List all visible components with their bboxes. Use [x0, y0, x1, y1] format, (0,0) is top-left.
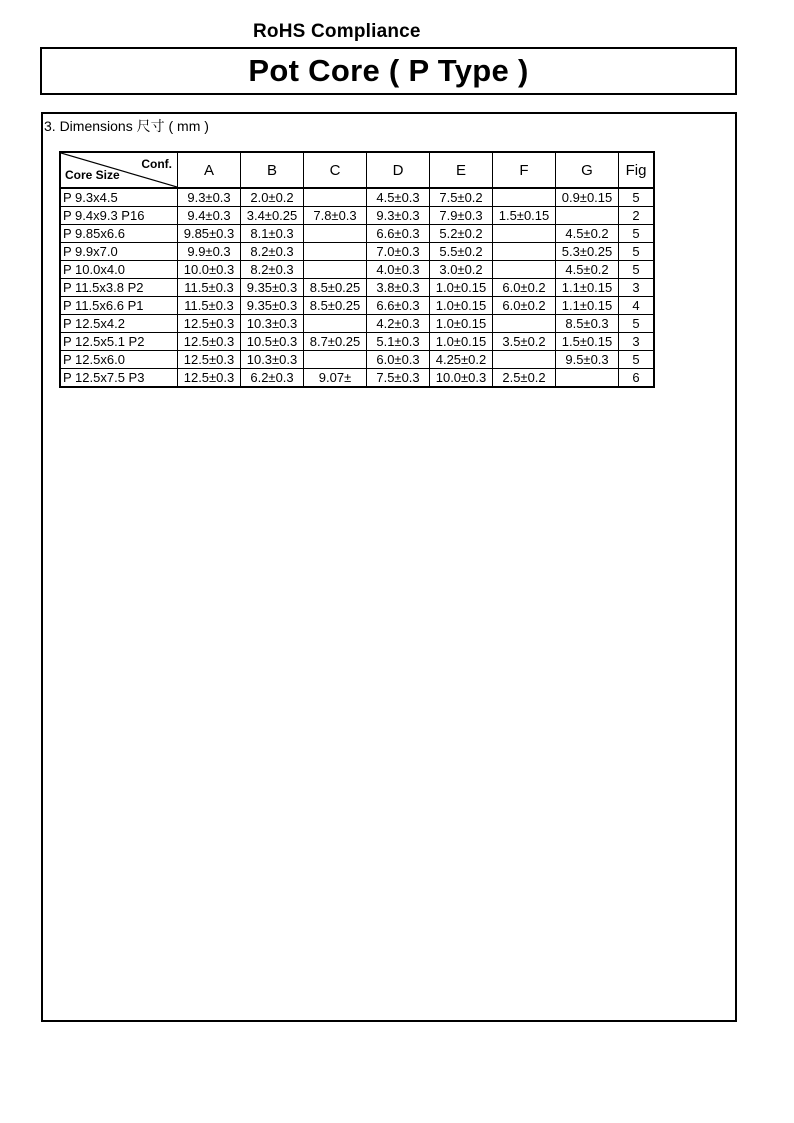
table-row — [60, 188, 654, 207]
table-row — [60, 225, 654, 243]
dimension-cell: 10.3±0.3 — [241, 351, 304, 369]
table-row — [60, 243, 654, 261]
core-size-cell: P 11.5x3.8 P2 — [60, 279, 178, 297]
fig-cell: 5 — [619, 315, 655, 333]
core-size-cell: P 9.3x4.5 — [60, 188, 178, 207]
dimension-cell: 7.9±0.3 — [430, 207, 493, 225]
dimension-cell: 3.0±0.2 — [430, 261, 493, 279]
dimension-cell: 4.25±0.2 — [430, 351, 493, 369]
dimension-cell: 6.6±0.3 — [367, 297, 430, 315]
dimension-cell: 2.0±0.2 — [241, 188, 304, 207]
fig-cell: 2 — [619, 207, 655, 225]
dimension-cell: 10.5±0.3 — [241, 333, 304, 351]
table-row — [60, 351, 654, 369]
dimension-cell: 10.0±0.3 — [430, 369, 493, 388]
dimension-cell: 9.9±0.3 — [178, 243, 241, 261]
dimension-cell: 8.2±0.3 — [241, 261, 304, 279]
corner-header-cell — [60, 152, 178, 188]
column-header-d: D — [367, 152, 430, 188]
dimension-cell: 4.5±0.3 — [367, 188, 430, 207]
dimension-cell — [556, 207, 619, 225]
dimension-cell — [493, 243, 556, 261]
dimension-cell: 4.5±0.2 — [556, 225, 619, 243]
table-row — [60, 279, 654, 297]
dimension-cell: 9.5±0.3 — [556, 351, 619, 369]
column-header-e: E — [430, 152, 493, 188]
dimension-cell: 5.3±0.25 — [556, 243, 619, 261]
dimension-cell: 1.0±0.15 — [430, 279, 493, 297]
dimension-cell: 12.5±0.3 — [178, 333, 241, 351]
title-box — [40, 47, 737, 95]
fig-cell: 5 — [619, 188, 655, 207]
content-box — [41, 112, 737, 1022]
core-size-cell: P 9.4x9.3 P16 — [60, 207, 178, 225]
dimension-cell: 3.8±0.3 — [367, 279, 430, 297]
dimension-cell: 8.7±0.25 — [304, 333, 367, 351]
dimension-cell: 1.0±0.15 — [430, 315, 493, 333]
core-size-cell: P 11.5x6.6 P1 — [60, 297, 178, 315]
dimension-cell: 9.85±0.3 — [178, 225, 241, 243]
fig-cell: 3 — [619, 279, 655, 297]
column-header-fig: Fig — [619, 152, 655, 188]
dimension-cell: 9.3±0.3 — [178, 188, 241, 207]
core-size-cell: P 12.5x6.0 — [60, 351, 178, 369]
dimension-cell: 10.3±0.3 — [241, 315, 304, 333]
core-size-cell: P 12.5x5.1 P2 — [60, 333, 178, 351]
table-row — [60, 207, 654, 225]
dimension-cell — [304, 351, 367, 369]
page-title: Pot Core ( P Type ) — [248, 53, 529, 88]
dimension-cell: 12.5±0.3 — [178, 351, 241, 369]
core-size-cell: P 9.85x6.6 — [60, 225, 178, 243]
dimension-cell: 6.0±0.2 — [493, 279, 556, 297]
core-size-cell: P 12.5x4.2 — [60, 315, 178, 333]
dimension-cell: 6.6±0.3 — [367, 225, 430, 243]
dimension-cell: 6.0±0.2 — [493, 297, 556, 315]
dimension-cell: 4.2±0.3 — [367, 315, 430, 333]
dimension-cell: 1.0±0.15 — [430, 333, 493, 351]
dimension-cell: 11.5±0.3 — [178, 279, 241, 297]
column-header-b: B — [241, 152, 304, 188]
dimension-cell: 6.0±0.3 — [367, 351, 430, 369]
dimension-cell: 7.5±0.2 — [430, 188, 493, 207]
dimension-cell — [304, 188, 367, 207]
dimension-cell: 8.5±0.3 — [556, 315, 619, 333]
dimension-cell: 8.1±0.3 — [241, 225, 304, 243]
dimension-cell: 9.3±0.3 — [367, 207, 430, 225]
dimension-cell: 4.0±0.3 — [367, 261, 430, 279]
dimension-cell: 1.0±0.15 — [430, 297, 493, 315]
dimension-cell: 9.35±0.3 — [241, 279, 304, 297]
core-size-cell: P 9.9x7.0 — [60, 243, 178, 261]
core-size-cell: P 12.5x7.5 P3 — [60, 369, 178, 388]
fig-cell: 5 — [619, 261, 655, 279]
fig-cell: 4 — [619, 297, 655, 315]
corner-conf-label: Conf. — [141, 157, 172, 171]
dimension-cell: 9.35±0.3 — [241, 297, 304, 315]
dimension-cell: 3.4±0.25 — [241, 207, 304, 225]
dimension-cell: 11.5±0.3 — [178, 297, 241, 315]
dimension-cell: 1.5±0.15 — [493, 207, 556, 225]
dimension-cell: 7.8±0.3 — [304, 207, 367, 225]
fig-cell: 5 — [619, 243, 655, 261]
dimension-cell: 1.5±0.15 — [556, 333, 619, 351]
table-row — [60, 333, 654, 351]
dimension-cell: 12.5±0.3 — [178, 315, 241, 333]
table-header-row — [60, 152, 654, 188]
column-header-c: C — [304, 152, 367, 188]
dimension-cell: 3.5±0.2 — [493, 333, 556, 351]
dimension-cell: 9.07± — [304, 369, 367, 388]
core-size-cell: P 10.0x4.0 — [60, 261, 178, 279]
dimension-cell — [304, 243, 367, 261]
dimension-cell: 9.4±0.3 — [178, 207, 241, 225]
table-row — [60, 297, 654, 315]
dimension-cell — [304, 261, 367, 279]
dimension-cell — [493, 315, 556, 333]
dimension-cell — [493, 261, 556, 279]
table-row — [60, 261, 654, 279]
dimension-cell: 0.9±0.15 — [556, 188, 619, 207]
rohs-compliance-label: RoHS Compliance — [253, 21, 421, 42]
fig-cell: 5 — [619, 225, 655, 243]
dimension-cell: 7.0±0.3 — [367, 243, 430, 261]
dimension-cell: 8.2±0.3 — [241, 243, 304, 261]
fig-cell: 5 — [619, 351, 655, 369]
dimension-cell: 4.5±0.2 — [556, 261, 619, 279]
dimension-cell: 8.5±0.25 — [304, 297, 367, 315]
fig-cell: 3 — [619, 333, 655, 351]
corner-core-size-label: Core Size — [65, 168, 120, 182]
table-row — [60, 369, 654, 388]
table-row — [60, 315, 654, 333]
dimension-cell — [304, 315, 367, 333]
dimension-cell: 7.5±0.3 — [367, 369, 430, 388]
table-body — [60, 188, 654, 387]
dimension-cell: 1.1±0.15 — [556, 297, 619, 315]
dimension-cell: 6.2±0.3 — [241, 369, 304, 388]
dimension-cell — [304, 225, 367, 243]
dimension-cell: 10.0±0.3 — [178, 261, 241, 279]
dimension-cell: 8.5±0.25 — [304, 279, 367, 297]
column-header-f: F — [493, 152, 556, 188]
column-header-g: G — [556, 152, 619, 188]
column-header-a: A — [178, 152, 241, 188]
section-heading: 3. Dimensions 尺寸 ( mm ) — [44, 118, 209, 134]
dimension-cell: 1.1±0.15 — [556, 279, 619, 297]
dimension-cell — [493, 225, 556, 243]
fig-cell: 6 — [619, 369, 655, 388]
dimension-cell — [493, 188, 556, 207]
dimension-cell: 5.2±0.2 — [430, 225, 493, 243]
dimension-cell — [556, 369, 619, 388]
dimensions-table — [59, 151, 655, 388]
dimension-cell: 2.5±0.2 — [493, 369, 556, 388]
dimension-cell: 5.1±0.3 — [367, 333, 430, 351]
dimension-cell: 5.5±0.2 — [430, 243, 493, 261]
dimension-cell: 12.5±0.3 — [178, 369, 241, 388]
dimension-cell — [493, 351, 556, 369]
